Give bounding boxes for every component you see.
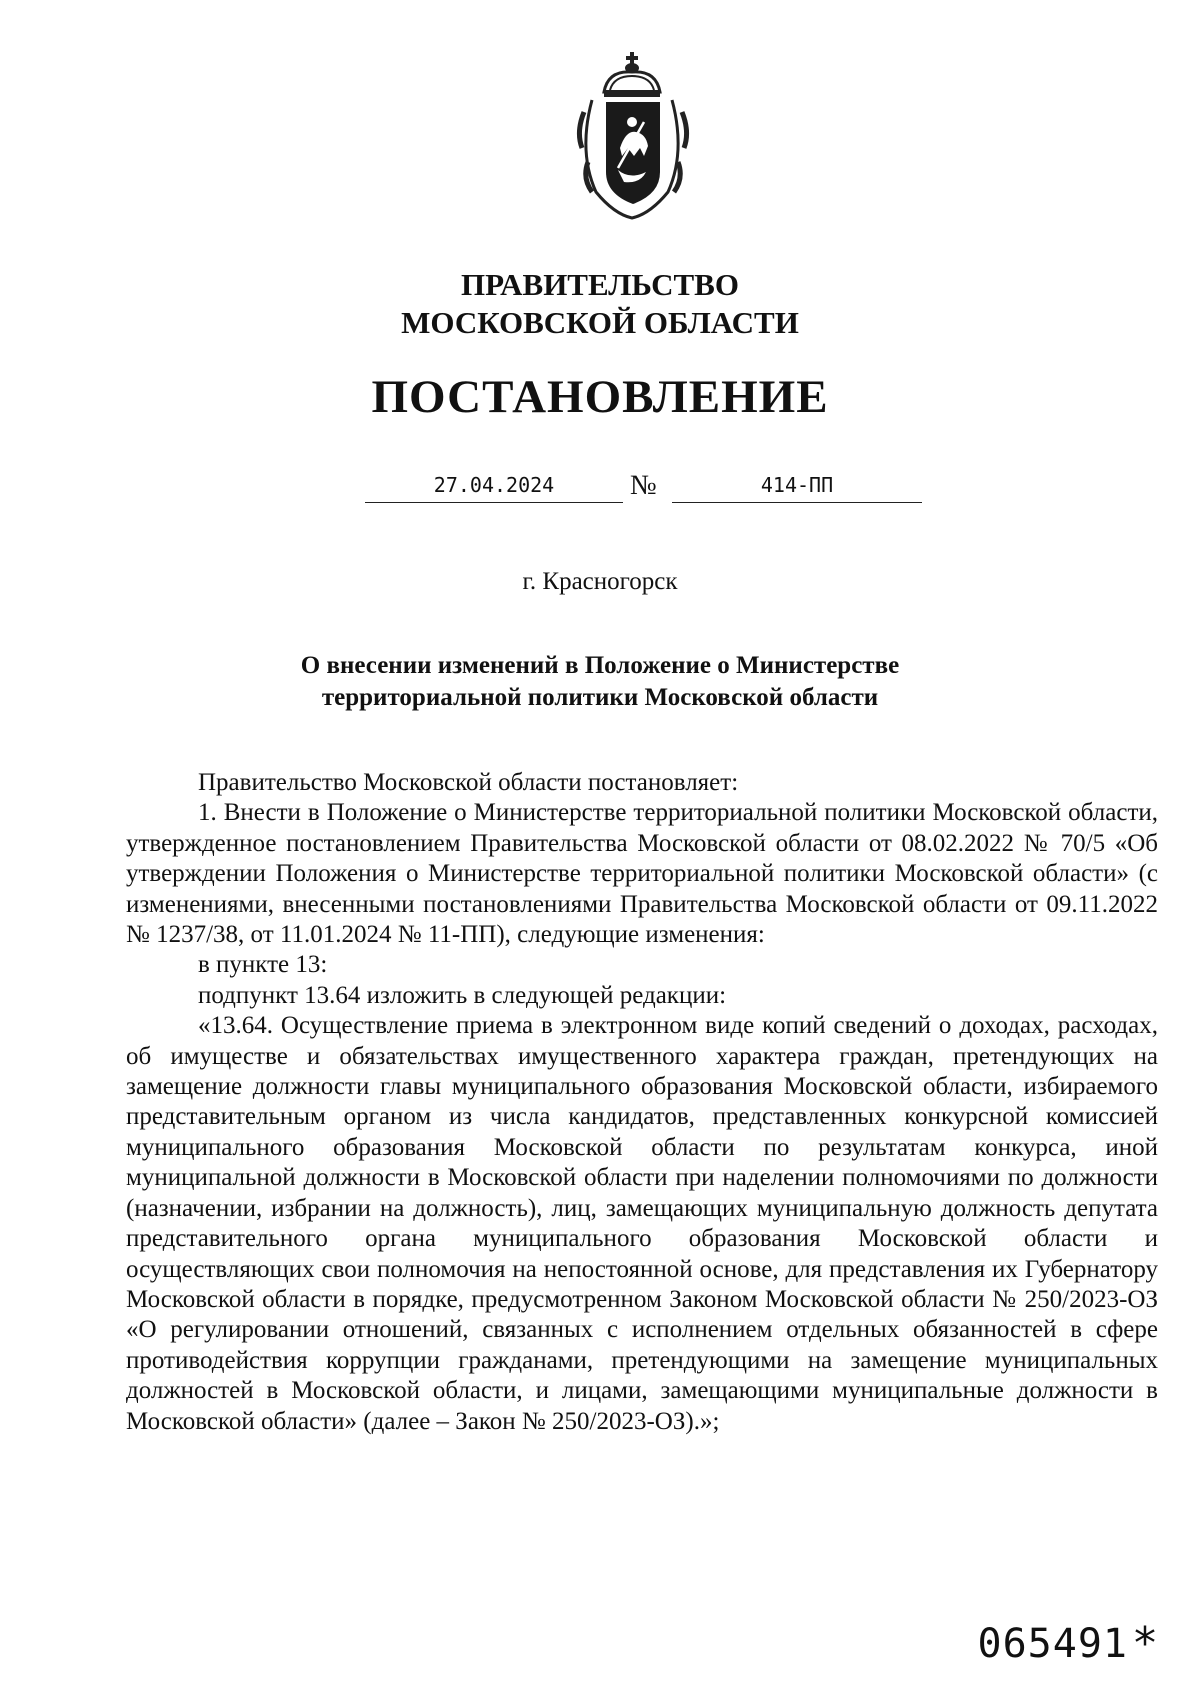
place-of-issue: г. Красногорск (522, 568, 678, 595)
registration-row (0, 470, 1200, 510)
crown-icon (604, 52, 660, 97)
body-paragraph: подпункт 13.64 изложить в следующей редакции: (198, 981, 727, 1009)
authority-line-1: ПРАВИТЕЛЬСТВО (461, 267, 739, 302)
subject-line-2: территориальной политики Московской области (321, 684, 879, 711)
body-paragraph: в пункте 13: (198, 951, 328, 979)
body-paragraph: «13.64. Осуществление приема в электронном виде копий сведений о доходах, расходах, об имуществе и обязательствах имущественного характера граждан, претендующих на замещение должности главы муниципального образования Московской области, избираемого представительным органом из числа кандидатов, представленных конкурсной комиссией муниципального образования Московской области по результатам конкурса, иной муниципальной должности в Московской области при наделении полномочиями по должности (назначении, избрании на должность), лиц, замещающих муниципальную должность депутата представительного органа муниципального образования Московской области и осуществляющих свои полномочия на непостоянной основе, для представления их Губернатору Московской области в порядке, предусмотренном Законом Московской области № 250/2023-ОЗ «О регулировании отношений, связанных с исполнением отдельных обязанностей в сфере противодействия коррупции гражданами, претендующими на замещение муниципальных должностей в Московской области, и лицами, замещающими муниципальные должности в Московской области» (далее – Закон № 250/2023-ОЗ).»; (126, 1012, 1158, 1435)
number-sign: № (630, 470, 657, 501)
document-date: 27.04.2024 (365, 470, 623, 503)
body-paragraph: Правительство Московской области постановляет: (198, 769, 739, 796)
subject-line-1: О внесении изменений в Положение о Министерстве (300, 652, 900, 679)
document-subject (0, 650, 1200, 714)
serial-digits: 065491 (977, 1620, 1128, 1667)
document-body (126, 768, 1158, 1437)
serial-number (978, 1618, 1157, 1669)
document-type: ПОСТАНОВЛЕНИЕ (371, 371, 829, 423)
coat-of-arms-emblem (574, 52, 706, 222)
document-number: 414-ПП (672, 470, 922, 503)
authority-line-2: МОСКОВСКОЙ ОБЛАСТИ (401, 305, 799, 340)
body-paragraph: 1. Внести в Положение о Министерстве территориальной политики Московской области, утвержденное постановлением Правительства Московской области от 08.02.2022 № 70/5 «Об утверждении Положения о Министерстве территориальной политики Московской области» (с изменениями, внесенными постановлениями Правительства Московской области от 09.11.2022 № 1237/38, от 11.01.2024 № 11-ПП), следующие изменения: (126, 799, 1158, 949)
serial-star-mark: * (1134, 1618, 1156, 1669)
issuing-authority (0, 266, 1200, 342)
